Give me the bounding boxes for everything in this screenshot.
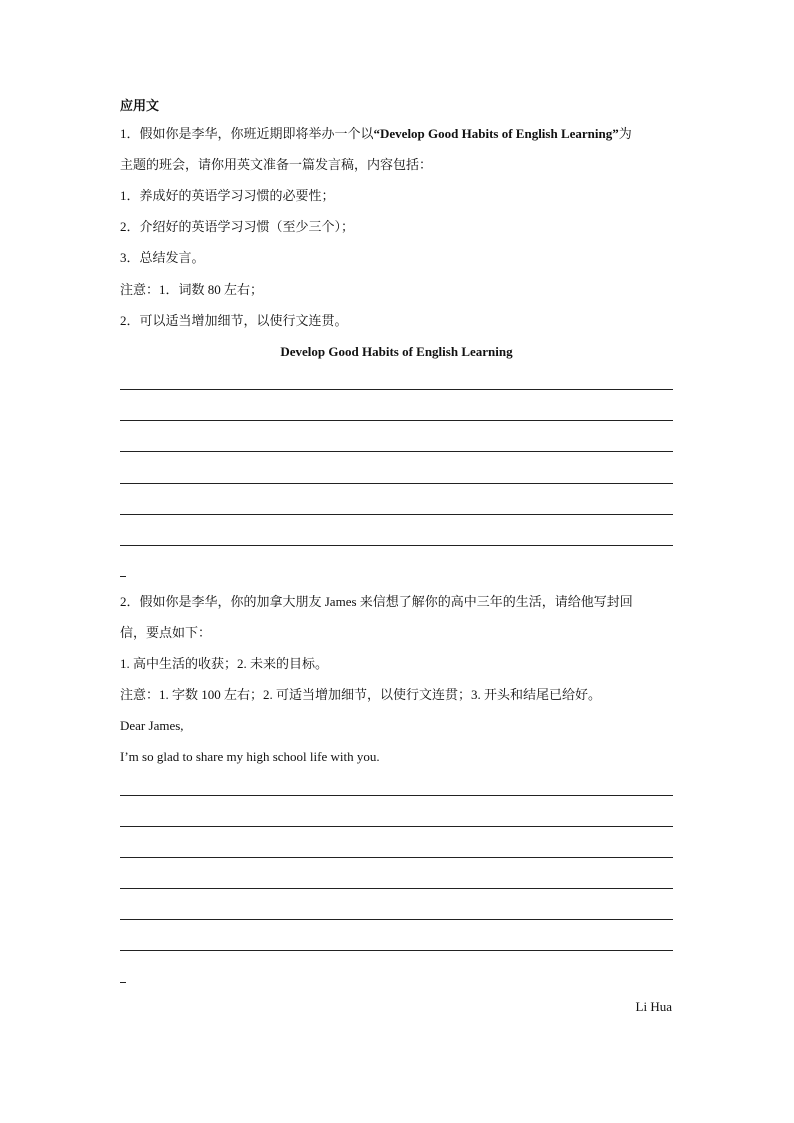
task1-prompt-line2: 主题的班会，请你用英文准备一篇发言稿，内容包括： xyxy=(120,157,433,172)
task1-topic-bold: “Develop Good Habits of English Learning” xyxy=(373,126,619,141)
writing-line[interactable] xyxy=(120,857,673,858)
writing-line[interactable] xyxy=(120,888,673,889)
section-title: 应用文 xyxy=(120,98,160,113)
writing-line[interactable] xyxy=(120,514,673,515)
writing-end-mark xyxy=(120,982,126,983)
writing-line[interactable] xyxy=(120,389,673,390)
task1-point-2: 2．介绍好的英语学习习惯（至少三个）； xyxy=(120,219,355,234)
essay-title: Develop Good Habits of English Learning xyxy=(280,344,513,359)
writing-line[interactable] xyxy=(120,483,673,484)
writing-line[interactable] xyxy=(120,950,673,951)
writing-line[interactable] xyxy=(120,826,673,827)
writing-line[interactable] xyxy=(120,919,673,920)
writing-line[interactable] xyxy=(120,451,673,452)
writing-line[interactable] xyxy=(120,420,673,421)
task1-point-3: 3．总结发言。 xyxy=(120,250,205,265)
writing-line[interactable] xyxy=(120,545,673,546)
letter-opening: I’m so glad to share my high school life with you. xyxy=(120,749,380,764)
task1-prompt-line1 xyxy=(120,125,632,143)
task2-prompt-line2: 信，要点如下： xyxy=(120,625,212,640)
writing-line[interactable] xyxy=(120,795,673,796)
letter-signature: Li Hua xyxy=(635,999,672,1014)
task1-prompt-prefix: 1．假如你是李华，你班近期即将举办一个以 xyxy=(120,126,374,141)
task1-point-1: 1．养成好的英语学习习惯的必要性； xyxy=(120,188,335,203)
task2-points: 1. 高中生活的收获；2. 未来的目标。 xyxy=(120,656,329,671)
task2-note: 注意：1. 字数 100 左右；2. 可适当增加细节，以使行文连贯；3. 开头和结尾已给好。 xyxy=(120,687,602,702)
task1-note-2: 2．可以适当增加细节，以使行文连贯。 xyxy=(120,313,348,328)
task2-prompt-line1: 2．假如你是李华，你的加拿大朋友 James 来信想了解你的高中三年的生活，请给他写封回 xyxy=(120,594,633,609)
letter-greeting: Dear James, xyxy=(120,718,184,733)
task1-note-1: 注意：1．词数 80 左右； xyxy=(120,282,264,297)
task1-prompt-suffix: 为 xyxy=(618,126,632,141)
writing-end-mark xyxy=(120,576,126,577)
